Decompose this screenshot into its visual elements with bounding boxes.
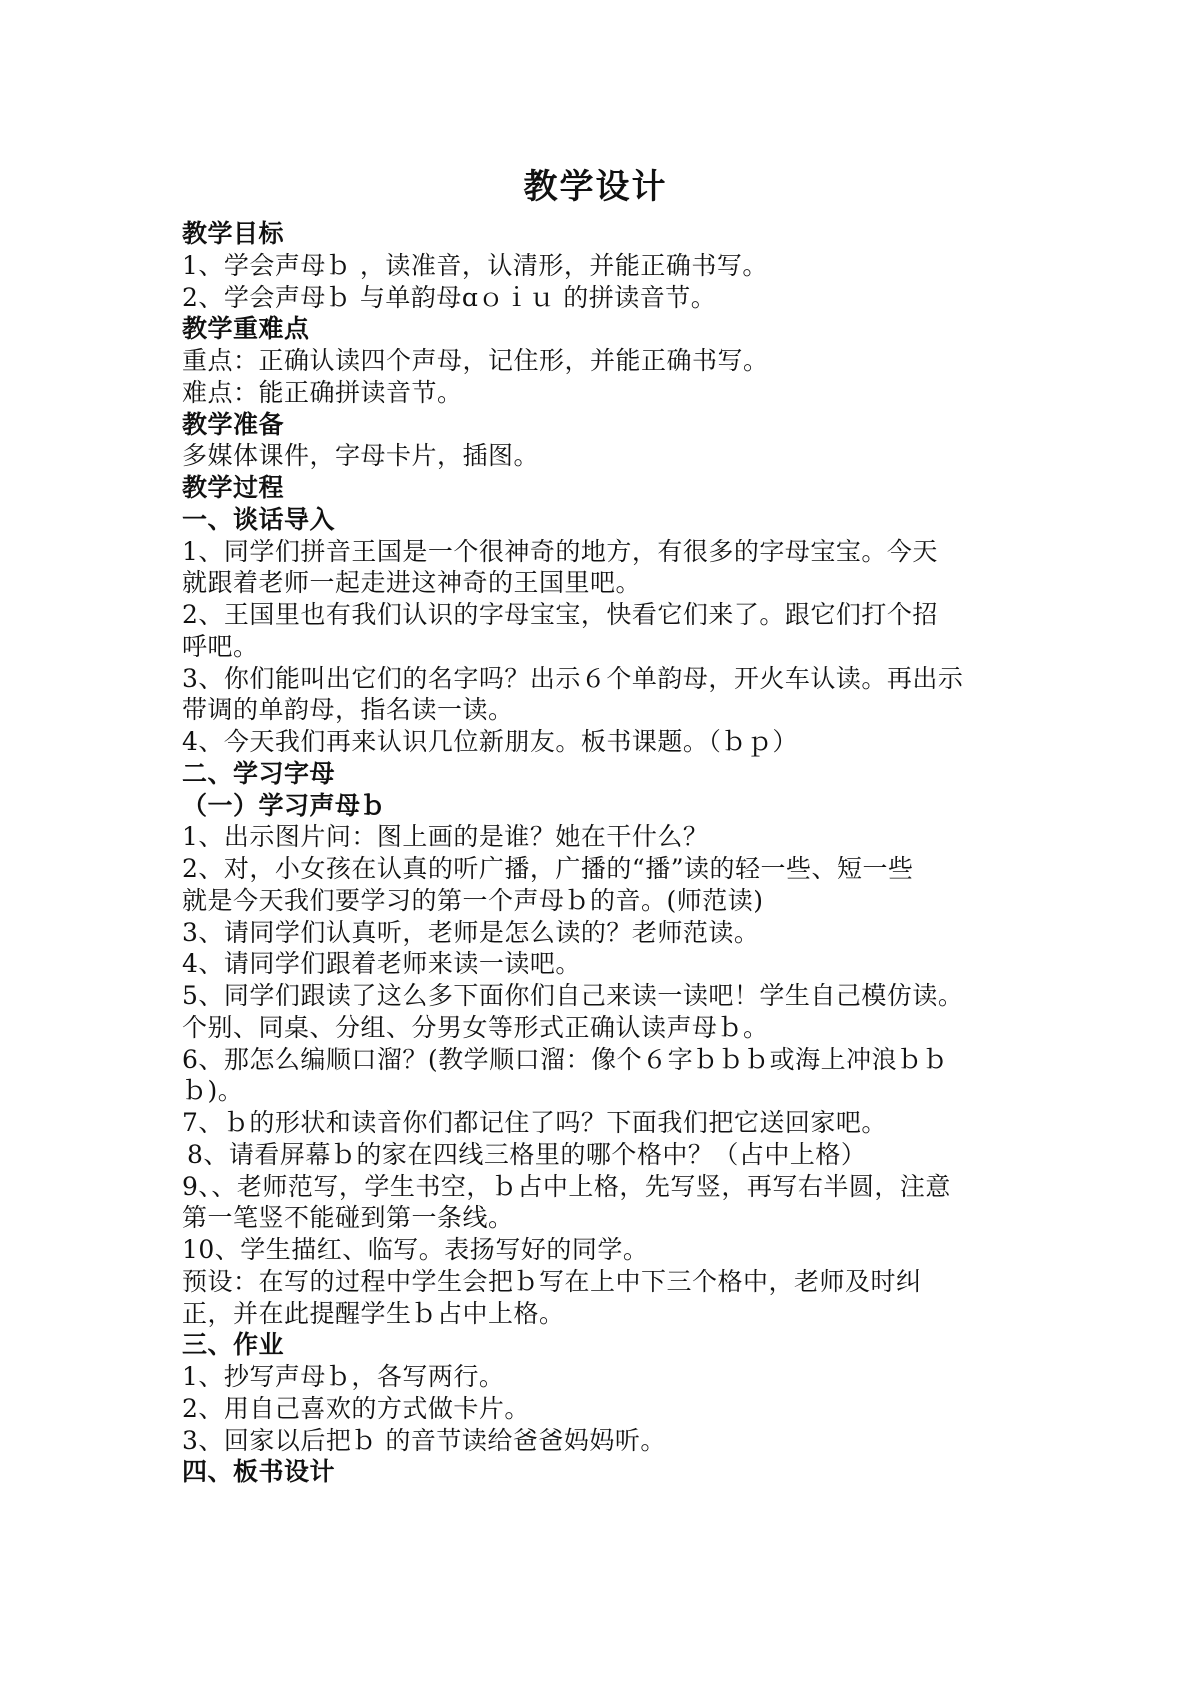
paragraph-line: 带调的单韵母，指名读一读。 (182, 695, 514, 725)
paragraph-line: 2、用自己喜欢的方式做卡片。 (182, 1393, 530, 1423)
paragraph-line: 1、学会声母ｂ ，读准音，认清形，并能正确书写。 (182, 250, 768, 280)
paragraph-line: 2、学会声母ｂ 与单韵母ɑｏｉｕ 的拼读音节。 (182, 282, 717, 312)
paragraph-line: 4、今天我们再来认识几位新朋友。板书课题。（ｂｐ） (182, 727, 798, 756)
subheading-introduction: 一、谈话导入 (182, 504, 336, 534)
paragraph-line: 预设：在写的过程中学生会把ｂ写在上中下三个格中，老师及时纠 (182, 1266, 922, 1296)
paragraph-line: 2、对，小女孩在认真的听广播，广播的“播”读的轻一些、短一些 (182, 854, 914, 883)
subheading-learn-b: （一）学习声母ｂ (182, 790, 387, 820)
document-title: 教学设计 (523, 167, 668, 207)
subheading-homework: 三、作业 (182, 1330, 285, 1360)
subheading-board-design: 四、板书设计 (182, 1457, 336, 1487)
paragraph-line: 呼吧。 (182, 631, 259, 661)
paragraph-line: 就是今天我们要学习的第一个声母ｂ的音。(师范读) (182, 885, 764, 915)
paragraph-line: 3、回家以后把ｂ 的音节读给爸爸妈妈听。 (182, 1425, 666, 1455)
paragraph-line: 5、同学们跟读了这么多下面你们自己来读一读吧！学生自己模仿读。 (182, 981, 964, 1010)
paragraph-line: 难点：能正确拼读音节。 (182, 377, 463, 407)
heading-teaching-goals: 教学目标 (182, 219, 285, 248)
paragraph-line: 多媒体课件，字母卡片，插图。 (182, 441, 540, 471)
paragraph-line: 7、ｂ的形状和读音你们都记住了吗？下面我们把它送回家吧。 (182, 1108, 887, 1137)
paragraph-line: 2、王国里也有我们认识的字母宝宝，快看它们来了。跟它们打个招 (182, 600, 938, 629)
paragraph-line: ｂ)。 (182, 1076, 244, 1106)
paragraph-line: 1、出示图片问：图上画的是谁？她在干什么？ (182, 822, 709, 852)
paragraph-line: 重点：正确认读四个声母，记住形，并能正确书写。 (182, 346, 769, 375)
paragraph-line: 1、抄写声母ｂ，各写两行。 (182, 1362, 505, 1391)
document-body (182, 218, 1022, 1488)
paragraph-line: 9、、老师范写，学生书空，ｂ占中上格，先写竖，再写右半圆，注意 (182, 1171, 951, 1201)
paragraph-line: 3、请同学们认真听，老师是怎么读的？老师范读。 (182, 917, 760, 947)
paragraph-line: 第一笔竖不能碰到第一条线。 (182, 1203, 514, 1233)
paragraph-line: 3、你们能叫出它们的名字吗？出示６个单韵母，开火车认读。再出示 (182, 663, 964, 693)
paragraph-line: 8、请看屏幕ｂ的家在四线三格里的哪个格中？（占中上格） (187, 1139, 867, 1169)
heading-process: 教学过程 (182, 473, 285, 502)
paragraph-line: 1、同学们拼音王国是一个很神奇的地方，有很多的字母宝宝。今天 (182, 536, 938, 566)
paragraph-line: 个别、同桌、分组、分男女等形式正确认读声母ｂ。 (182, 1012, 769, 1042)
paragraph-line: 4、请同学们跟着老师来读一读吧。 (182, 949, 581, 979)
heading-preparation: 教学准备 (182, 409, 285, 439)
heading-key-points: 教学重难点 (182, 314, 310, 344)
subheading-learn-letters: 二、学习字母 (182, 758, 336, 788)
paragraph-line: 6、那怎么编顺口溜？(教学顺口溜：像个６字ｂｂｂ或海上冲浪ｂｂ (182, 1044, 949, 1074)
paragraph-line: 10、学生描红、临写。表扬写好的同学。 (182, 1235, 649, 1264)
paragraph-line: 正，并在此提醒学生ｂ占中上格。 (182, 1298, 565, 1328)
paragraph-line: 就跟着老师一起走进这神奇的王国里吧。 (182, 568, 642, 598)
